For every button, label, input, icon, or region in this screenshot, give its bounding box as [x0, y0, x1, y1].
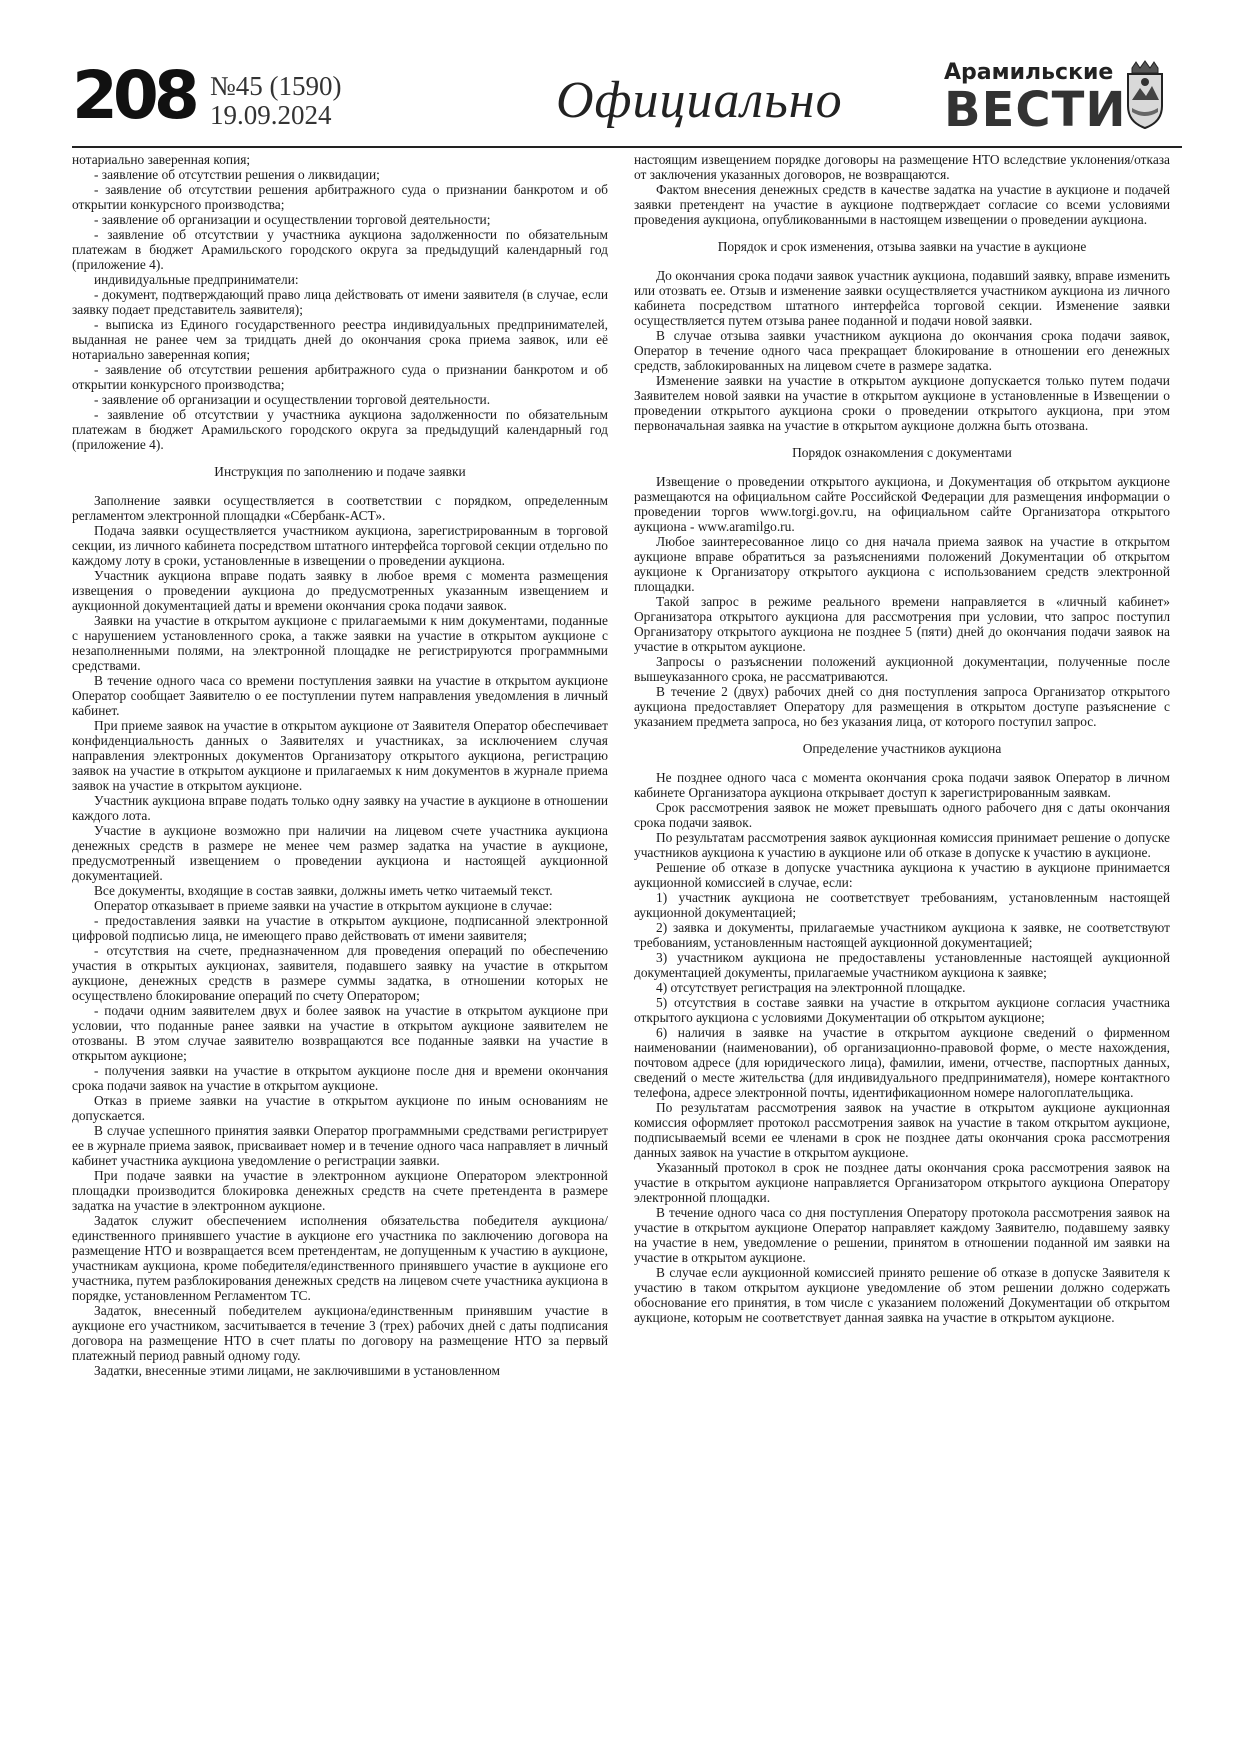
paragraph: По результатам рассмотрения заявок на участие в открытом аукционе аукционная комиссия оформляет протокол рассмотрения заявок на участие в таком открытом аукционе, подписываемый всеми ее членами в срок не позднее даты окончания срока рассмотрения данных заявок на участие в открытом аукционе.: [634, 1100, 1170, 1160]
paragraph: Отказ в приеме заявки на участие в открытом аукционе по иным основаниям не допускается.: [72, 1093, 608, 1123]
paragraph: Участие в аукционе возможно при наличии на лицевом счете участника аукциона денежных средств в размере не менее чем размер задатка на участие в аукционе, предусмотренный извещением о проведении аукциона и настоящей аукционной документацией.: [72, 823, 608, 883]
header-divider: [72, 146, 1182, 148]
paragraph: - заявление об отсутствии решения о ликвидации;: [94, 167, 380, 182]
paragraph: - получения заявки на участие в открытом аукционе после дня и времени окончания срока подачи заявок на участие в открытом аукционе.: [72, 1063, 608, 1093]
section-title: Официально: [556, 72, 843, 129]
paragraph: - документ, подтверждающий право лица действовать от имени заявителя (в случае, если заявку подает представитель заявителя);: [72, 287, 608, 317]
coat-of-arms-icon: [1122, 60, 1168, 132]
paragraph: Извещение о проведении открытого аукциона, и Документация об открытом аукционе размещаются на официальном сайте Российской Федерации для размещения информации о проведении торгов www.torgi.gov.ru, на официальном сайте Организатора открытого аукциона - www.aramilgo.ru.: [634, 474, 1170, 534]
logo-top-text: Арамильские: [944, 60, 1114, 85]
right-column: [634, 152, 1170, 1700]
paragraph: В случае если аукционной комиссией принято решение об отказе в допуске Заявителя к участию в таком открытом аукционе уведомление об этом решении должно содержать обоснование его принятия, в том числе с указанием положений Документации об открытом аукционе, которым не соответствует данная заявка на участие в открытом аукционе.: [634, 1265, 1170, 1325]
paragraph: 6) наличия в заявке на участие в открытом аукционе сведений о фирменном наименовании (наименовании), об организационно-правовой форме, о месте нахождения, почтовом адресе (для юридического лица), фамилии, имени, отчестве, паспортных данных, сведений о месте жительства (для индивидуального предпринимателя), номере контактного телефона, адресе электронной почты, идентификационном номере налогоплательщика.: [634, 1025, 1170, 1100]
paragraph: Решение об отказе в допуске участника аукциона к участию в аукционе принимается аукционной комиссией в случае, если:: [634, 860, 1170, 890]
paragraph: - заявление об отсутствии решения арбитражного суда о признании банкротом и об открытии конкурсного производства;: [72, 182, 608, 212]
paragraph: В течение одного часа со дня поступления Оператору протокола рассмотрения заявок на участие в открытом аукционе Оператор направляет каждому Заявителю, подавшему заявку на участие в нем, уведомление о решении, принятом в отношении поданной им заявки на участие в открытом аукционе.: [634, 1205, 1170, 1265]
paragraph: Запросы о разъяснении положений аукционной документации, полученные после вышеуказанного срока, не рассматриваются.: [634, 654, 1170, 684]
paragraph: Любое заинтересованное лицо со дня начала приема заявок на участие в открытом аукционе вправе обратиться за разъяснениями положений Документации об открытом аукционе к Организатору открытого аукциона с использованием средств электронной площадки.: [634, 534, 1170, 594]
paragraph: При приеме заявок на участие в открытом аукционе от Заявителя Оператор обеспечивает конфиденциальность данных о Заявителях и участниках, за исключением случая направления электронных документов Организатору открытого аукциона, регистрацию заявок на участие в открытом аукционе и прилагаемых к ним документов в журнале приема заявок на участие в открытом аукционе.: [72, 718, 608, 793]
paragraph: В случае успешного принятия заявки Оператор программными средствами регистрирует ее в журнале приема заявок, присваивает номер и в течение одного часа направляет в личный кабинет участника аукциона уведомление о регистрации заявки.: [72, 1123, 608, 1168]
paragraph: - заявление об отсутствии у участника аукциона задолженности по обязательным платежам в бюджет Арамильского городского округа за предыдущий календарный год (приложение 4).: [72, 407, 608, 452]
paragraph: - заявление об организации и осуществлении торговой деятельности.: [94, 392, 491, 407]
paragraph: 4) отсутствует регистрация на электронной площадке.: [656, 980, 966, 995]
paragraph: Изменение заявки на участие в открытом аукционе допускается только путем подачи Заявителем новой заявки на участие в открытом аукционе в установленные в Извещении о проведении открытого аукциона сроки о проведении открытого аукциона, при этом первоначальная заявка на участие в открытом аукционе должна быть отозвана.: [634, 373, 1170, 433]
paragraph: - заявление об отсутствии у участника аукциона задолженности по обязательным платежам в бюджет Арамильского городского округа за предыдущий календарный год (приложение 4).: [72, 227, 608, 272]
paragraph: До окончания срока подачи заявок участник аукциона, подавший заявку, вправе изменить или отозвать ее. Отзыв и изменение заявки осуществляется участником аукциона из личного кабинета посредством штатного интерфейса торговой секции. Изменение заявки осуществляется путем отзыва ранее поданной и подачи новой заявки.: [634, 268, 1170, 328]
paragraph: Фактом внесения денежных средств в качестве задатка на участие в аукционе и подачей заявки претендент на участие в аукционе подтверждает согласие со всеми условиями проведения аукциона, опубликованными в настоящем извещении о проведении аукциона.: [634, 182, 1170, 227]
paragraph: Задаток, внесенный победителем аукциона/единственным принявшим участие в аукционе его участником, засчитывается в течение 3 (трех) рабочих дней с даты подписания договора на размещение НТО в счет платы по договору на размещение НТО за первый платежный период равный одному году.: [72, 1303, 608, 1363]
paragraph: В течение одного часа со времени поступления заявки на участие в открытом аукционе Оператор сообщает Заявителю о ее поступлении путем направления уведомления в личный кабинет.: [72, 673, 608, 718]
paragraph: Задаток служит обеспечением исполнения обязательства победителя аукциона/единственного принявшего участие в аукционе его участника по заключению договора на размещение НТО и возвращается всем претендентам, не допущенным к участию в аукционе, участникам аукциона, кроме победителя/единственного принявшего участие в аукционе его участника, путем разблокирования денежных средств на лицевом счете участника аукциона в порядке, установленном Регламентом ТС.: [72, 1213, 608, 1303]
paragraph: Подача заявки осуществляется участником аукциона, зарегистрированным в торговой секции, из личного кабинета посредством штатного интерфейса торговой секции отдельно по каждому лоту в сроки, установленные в извещении о проведении аукциона.: [72, 523, 608, 568]
paragraph: - предоставления заявки на участие в открытом аукционе, подписанной электронной цифровой подписью лица, не имеющего право действовать от имени заявителя;: [72, 913, 608, 943]
paragraph: В случае отзыва заявки участником аукциона до окончания срока подачи заявок, Оператор в течение одного часа прекращает блокирование в отношении его денежных средств, заблокированных на лицевом счете в размере задатка.: [634, 328, 1170, 373]
issue-info: [210, 72, 342, 130]
paragraph: Такой запрос в режиме реального времени направляется в «личный кабинет» Организатора открытого аукциона для рассмотрения при условии, что запрос поступил Организатору открытого аукциона не позднее 5 (пяти) дней до окончания подачи заявок на участие в открытом аукционе.: [634, 594, 1170, 654]
paragraph: настоящим извещением порядке договоры на размещение НТО вследствие уклонения/отказа от заключения указанных договоров, не возвращаются.: [634, 152, 1170, 182]
paragraph: В течение 2 (двух) рабочих дней со дня поступления запроса Организатор открытого аукциона предоставляет Оператору для размещения в открытом доступе разъяснение с указанием предмета запроса, но без указания лица, от которого поступил запрос.: [634, 684, 1170, 729]
paragraph: Задатки, внесенные этими лицами, не заключившими в установленном: [94, 1363, 500, 1378]
paragraph: 1) участник аукциона не соответствует требованиям, установленным настоящей аукционной документацией;: [634, 890, 1170, 920]
paragraph: - отсутствия на счете, предназначенном для проведения операций по обеспечению участия в открытых аукционах, заявителя, подавшего заявку на участие в открытом аукционе, денежных средств в размере суммы задатка, в отношении которых не осуществлено блокирование операций по счету Оператором;: [72, 943, 608, 1003]
paragraph: По результатам рассмотрения заявок аукционная комиссия принимает решение о допуске участников аукциона к участию в аукционе или об отказе в допуске к участию в аукционе.: [634, 830, 1170, 860]
paragraph: Не позднее одного часа с момента окончания срока подачи заявок Оператор в личном кабинете Организатора аукциона открывает доступ к зарегистрированным заявкам.: [634, 770, 1170, 800]
issue-date: 19.09.2024: [210, 100, 332, 130]
paragraph: - подачи одним заявителем двух и более заявок на участие в открытом аукционе при условии, что поданные ранее заявки на участие в открытом аукционе заявителем не отозваны. В этом случае заявителю возвращаются все поданные заявки на участие в открытом аукционе;: [72, 1003, 608, 1063]
paragraph: Все документы, входящие в состав заявки, должны иметь четко читаемый текст.: [94, 883, 553, 898]
paragraph: 5) отсутствия в составе заявки на участие в открытом аукционе согласия участника открытого аукциона с условиями Документации об открытом аукционе;: [634, 995, 1170, 1025]
paragraph: нотариально заверенная копия;: [72, 152, 251, 167]
section-heading: Порядок и срок изменения, отзыва заявки на участие в аукционе: [717, 239, 1087, 254]
page-number: 208: [72, 57, 195, 134]
paragraph: 3) участником аукциона не предоставлены установленные настоящей аукционной документацией документы, прилагаемые участником аукциона к заявке;: [634, 950, 1170, 980]
paragraph: - заявление об организации и осуществлении торговой деятельности;: [94, 212, 491, 227]
page-header: [72, 56, 1182, 148]
section-heading: Инструкция по заполнению и подаче заявки: [214, 464, 466, 479]
paragraph: Срок рассмотрения заявок не может превышать одного рабочего дня с даты окончания срока подачи заявок.: [634, 800, 1170, 830]
paragraph: - заявление об отсутствии решения арбитражного суда о признании банкротом и об открытии конкурсного производства;: [72, 362, 608, 392]
paragraph: индивидуальные предприниматели:: [94, 272, 299, 287]
left-column: [72, 152, 608, 1700]
paragraph: Указанный протокол в срок не позднее даты окончания срока рассмотрения заявок на участие в открытом аукционе направляется Организатором открытого аукциона Оператору электронной площадки.: [634, 1160, 1170, 1205]
paragraph: Заявки на участие в открытом аукционе с прилагаемыми к ним документами, поданные с нарушением установленного срока, а также заявки на участие в открытом аукционе с незаполненными полями, на электронной площадке не регистрируются программными средствами.: [72, 613, 608, 673]
paragraph: Заполнение заявки осуществляется в соответствии с порядком, определенным регламентом электронной площадки «Сбербанк-АСТ».: [72, 493, 608, 523]
issue-number: №45 (1590): [210, 71, 342, 101]
paragraph: Оператор отказывает в приеме заявки на участие в открытом аукционе в случае:: [94, 898, 553, 913]
paragraph: Участник аукциона вправе подать только одну заявку на участие в аукционе в отношении каждого лота.: [72, 793, 608, 823]
section-heading: Определение участников аукциона: [802, 741, 1002, 756]
section-heading: Порядок ознакомления с документами: [792, 445, 1012, 460]
paragraph: - выписка из Единого государственного реестра индивидуальных предпринимателей, выданная не ранее чем за тридцать дней до окончания срока приема заявок, или её нотариально заверенная копия;: [72, 317, 608, 362]
paragraph: 2) заявка и документы, прилагаемые участником аукциона к заявке, не соответствуют требованиям, установленным настоящей аукционной документацией;: [634, 920, 1170, 950]
paragraph: Участник аукциона вправе подать заявку в любое время с момента размещения извещения о проведении аукциона до предусмотренных указанным извещением и аукционной документацией даты и времени окончания срока подачи заявок.: [72, 568, 608, 613]
paragraph: При подаче заявки на участие в электронном аукционе Оператором электронной площадки производится блокировка денежных средств на счете претендента в размере задатка на участие в электронном аукционе.: [72, 1168, 608, 1213]
logo-main-text: ВЕСТИ: [944, 82, 1127, 138]
